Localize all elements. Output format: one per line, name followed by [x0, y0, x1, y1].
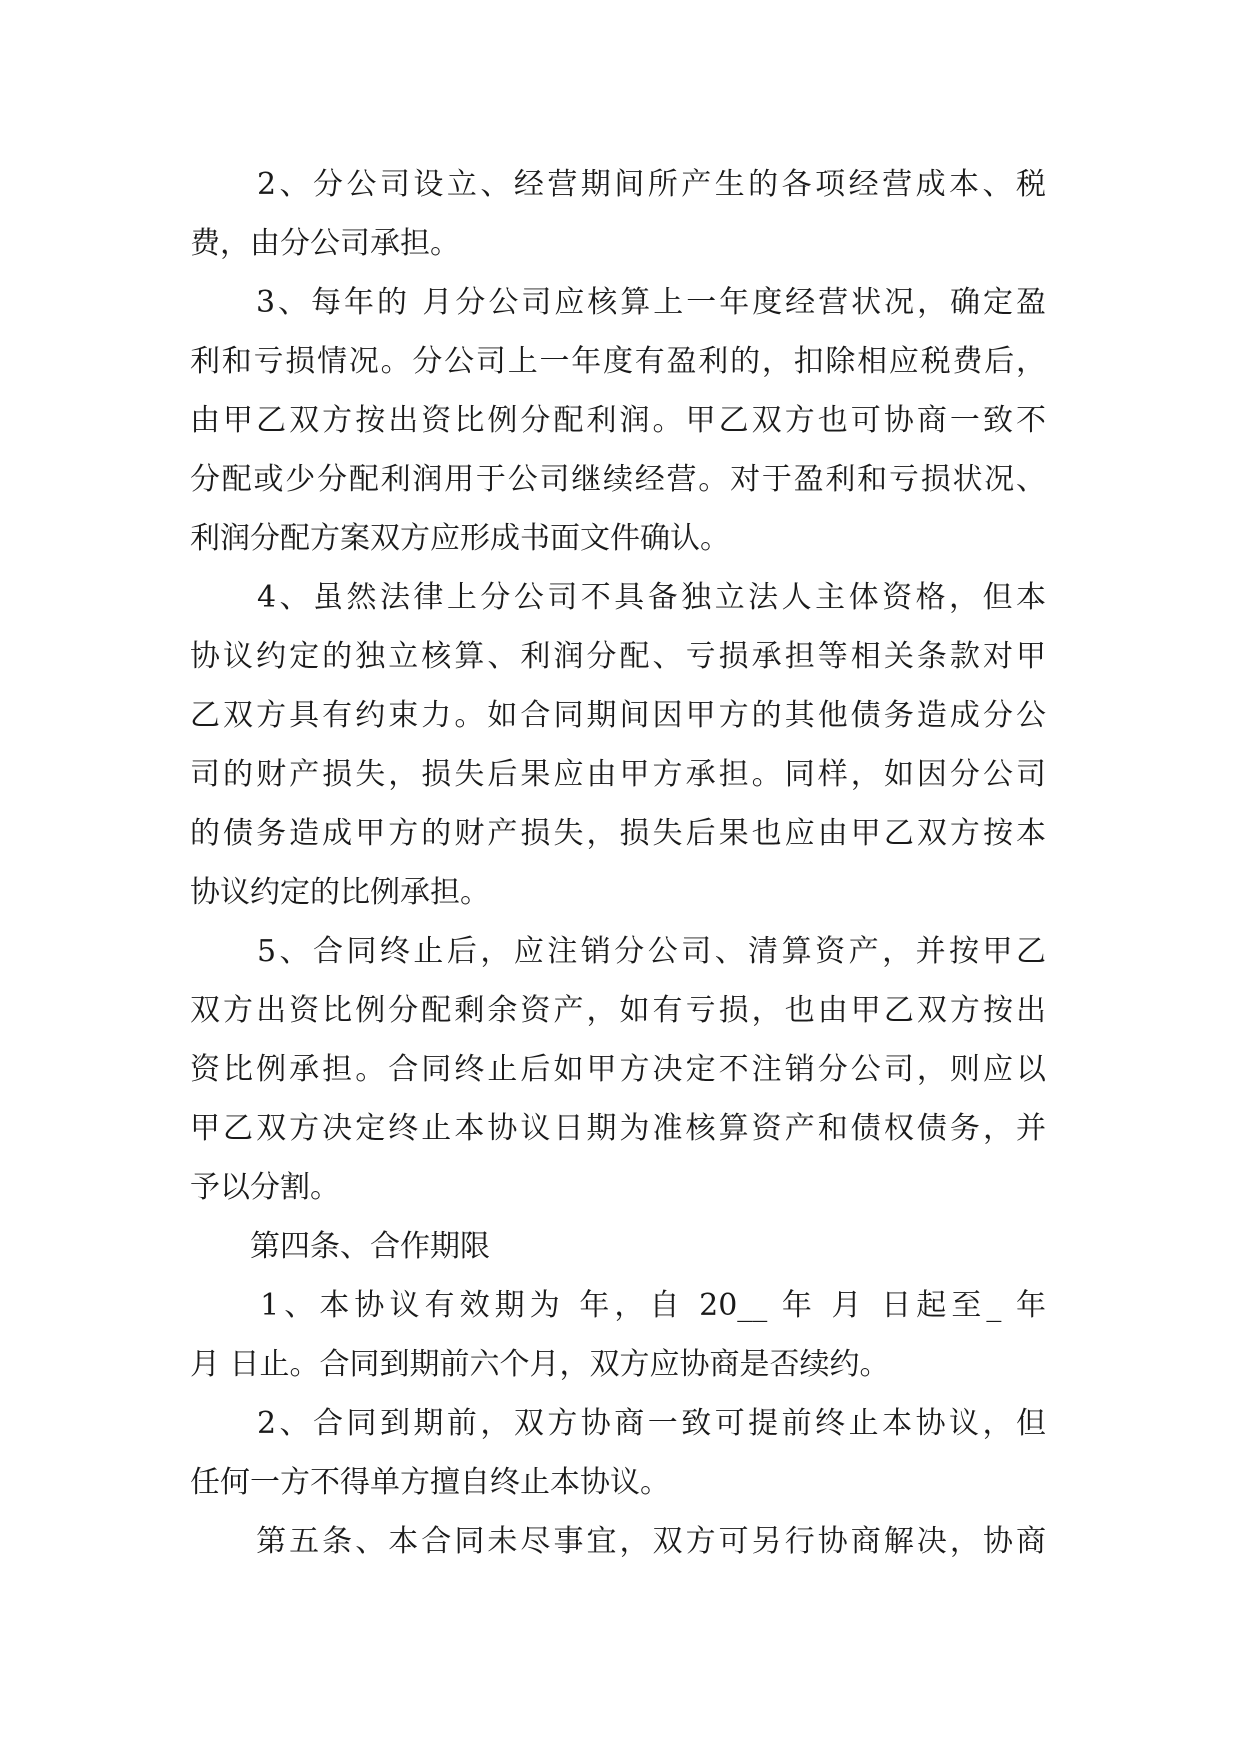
text-line: 1、本协议有效期为 年，自 20__ 年 月 日起至_ 年	[190, 1288, 1046, 1323]
text-line: 司的财产损失，损失后果应由甲方承担。同样，如因分公司	[190, 757, 1046, 792]
text-line: 任何一方不得单方擅自终止本协议。	[190, 1465, 670, 1500]
text-line: 资比例承担。合同终止后如甲方决定不注销分公司，则应以	[190, 1052, 1046, 1087]
text-line: 2、合同到期前，双方协商一致可提前终止本协议，但	[190, 1406, 1046, 1441]
text-line: 双方出资比例分配剩余资产，如有亏损，也由甲乙双方按出	[190, 993, 1046, 1028]
document-body	[190, 155, 1046, 1571]
text-line: 3、每年的 月分公司应核算上一年度经营状况，确定盈	[190, 285, 1046, 320]
text-line: 甲乙双方决定终止本协议日期为准核算资产和债权债务，并	[190, 1111, 1046, 1146]
text-line: 第五条、本合同未尽事宜，双方可另行协商解决，协商	[190, 1524, 1046, 1559]
text-line: 利和亏损情况。分公司上一年度有盈利的，扣除相应税费后，	[190, 344, 1046, 379]
text-line: 4、虽然法律上分公司不具备独立法人主体资格，但本	[190, 580, 1046, 615]
text-line: 的债务造成甲方的财产损失，损失后果也应由甲乙双方按本	[190, 816, 1046, 851]
text-line: 分配或少分配利润用于公司继续经营。对于盈利和亏损状况、	[190, 462, 1046, 497]
text-line: 协议约定的比例承担。	[190, 875, 490, 910]
text-line: 由甲乙双方按出资比例分配利润。甲乙双方也可协商一致不	[190, 403, 1046, 438]
text-line: 协议约定的独立核算、利润分配、亏损承担等相关条款对甲	[190, 639, 1046, 674]
text-line: 利润分配方案双方应形成书面文件确认。	[190, 521, 730, 556]
text-line: 月 日止。合同到期前六个月，双方应协商是否续约。	[190, 1347, 890, 1382]
section-heading: 第四条、合作期限	[190, 1229, 490, 1264]
text-line: 5、合同终止后，应注销分公司、清算资产，并按甲乙	[190, 934, 1046, 969]
text-line: 予以分割。	[190, 1170, 340, 1205]
text-line: 费，由分公司承担。	[190, 226, 460, 261]
text-line: 乙双方具有约束力。如合同期间因甲方的其他债务造成分公	[190, 698, 1046, 733]
text-line: 2、分公司设立、经营期间所产生的各项经营成本、税	[190, 167, 1046, 202]
